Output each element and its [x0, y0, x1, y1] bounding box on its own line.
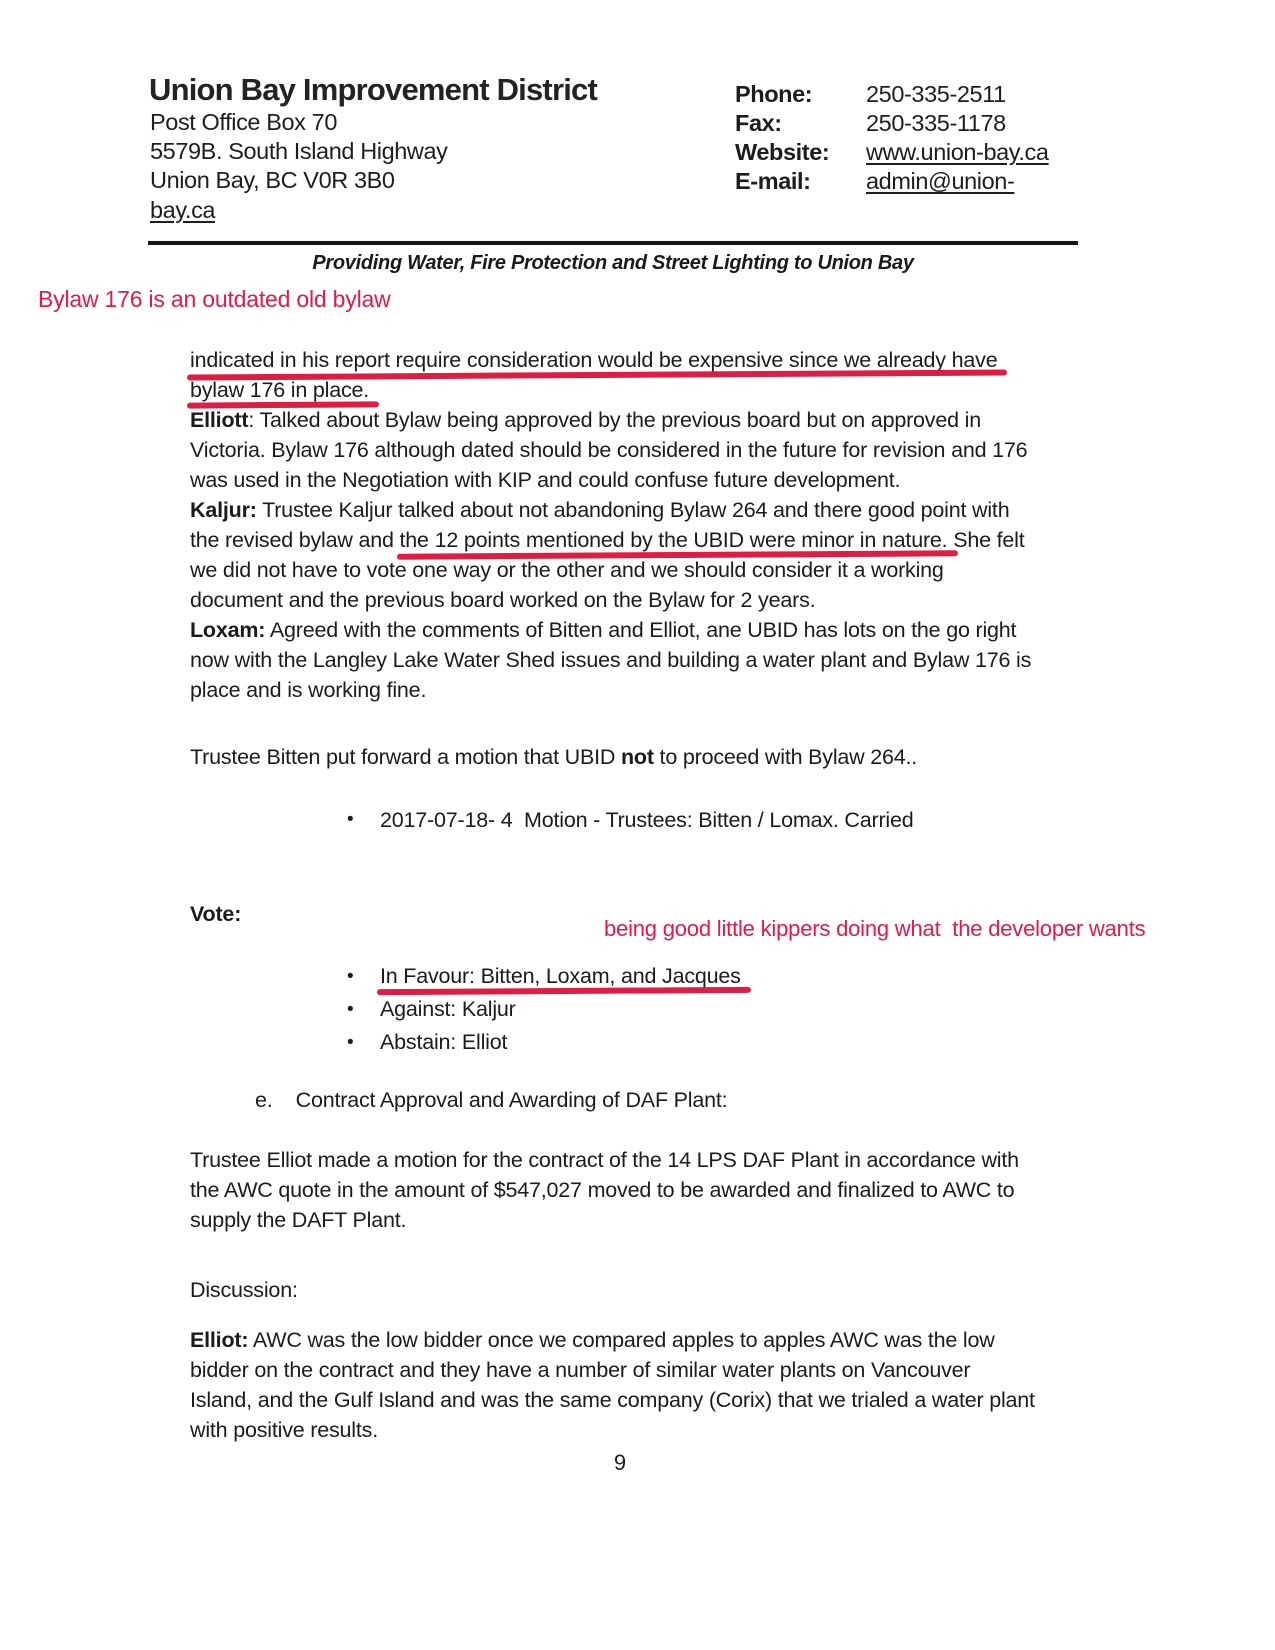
phone-label: Phone: — [735, 81, 813, 107]
contact-values — [866, 80, 1049, 196]
text-line — [190, 675, 1090, 705]
text-segment: Trustee Kaljur talked about not abandoning Bylaw 264 and there good point with — [256, 498, 1010, 522]
text-segment: to proceed with Bylaw 264.. — [653, 745, 918, 769]
text-line — [190, 405, 1090, 435]
org-name: Union Bay Improvement District — [149, 72, 597, 107]
red-underlined-text: bylaw 176 in place. — [190, 378, 370, 402]
text-segment: the revised bylaw and — [190, 528, 400, 552]
body-column — [190, 345, 1090, 1445]
address-line: Union Bay, BC V0R 3B0 — [150, 167, 395, 193]
text-line — [190, 435, 1090, 465]
text-line — [190, 465, 1090, 495]
text-line — [190, 1085, 1090, 1115]
text-segment: supply the DAFT Plant. — [190, 1208, 407, 1232]
text-segment: 2017-07-18- 4 Motion - Trustees: Bitten / Lomax. Carried — [380, 808, 914, 832]
page-number: 9 — [613, 1450, 627, 1475]
bullet-item — [190, 805, 1090, 835]
fax-label: Fax: — [735, 110, 782, 136]
text-segment: Loxam: — [190, 618, 266, 642]
text-segment: Discussion: — [190, 1278, 298, 1302]
text-segment: Elliot: — [190, 1328, 249, 1352]
bullet-icon: • — [347, 809, 354, 830]
text-segment: Elliott — [190, 408, 249, 432]
red-underlined-text: indicated in his report require consideration would be expensive since we already have — [190, 348, 998, 372]
contract-motion-paragraph — [190, 1145, 1090, 1235]
text-segment: not — [620, 745, 654, 769]
text-line — [190, 555, 1090, 585]
text-segment: e. Contract Approval and Awarding of DAF Plant: — [255, 1088, 728, 1112]
address-line: 5579B. South Island Highway — [150, 138, 448, 164]
text-line — [190, 615, 1090, 645]
text-line — [190, 1415, 1090, 1445]
bullet-icon: • — [347, 966, 354, 987]
red-annotation-kippers: being good little kippers doing what the developer wants — [604, 916, 1146, 941]
text-segment: was used in the Negotiation with KIP and could confuse future development. — [190, 468, 901, 492]
text-line — [190, 899, 1090, 929]
text-segment: Island, and the Gulf Island and was the same company (Corix) that we trialed a water plant — [190, 1388, 1035, 1412]
org-address-block — [150, 108, 448, 195]
text-segment: Victoria. Bylaw 176 although dated should be considered in the future for revision and 176 — [190, 438, 1028, 462]
text-line — [190, 345, 1090, 375]
text-line — [190, 1325, 1090, 1355]
text-segment: Vote: — [190, 902, 242, 926]
horizontal-rule — [148, 241, 1078, 245]
text-line — [190, 1175, 1090, 1205]
text-line — [190, 1275, 1090, 1305]
address-line: Post Office Box 70 — [150, 109, 337, 135]
bullet-icon: • — [347, 999, 354, 1020]
text-segment: AWC was the low bidder once we compared apples to apples AWC was the low — [248, 1328, 995, 1352]
red-underlined-text: In Favour: Bitten, Loxam, and Jacques — [380, 964, 741, 988]
text-segment: place and is working fine. — [190, 678, 427, 702]
contact-labels — [735, 80, 829, 196]
text-line — [190, 585, 1090, 615]
red-underlined-text: the 12 points mentioned by the UBID were minor in nature. — [399, 528, 948, 552]
text-segment: Trustee Bitten put forward a motion that UBID — [190, 745, 621, 769]
tagline: Providing Water, Fire Protection and Street Lighting to Union Bay — [312, 252, 914, 274]
text-segment: with positive results. — [190, 1418, 378, 1442]
text-line — [190, 1205, 1090, 1235]
vote-bullets — [190, 960, 1090, 1059]
kaljur-paragraph — [190, 495, 1090, 615]
website-value: www.union-bay.ca — [866, 139, 1049, 165]
red-annotation-bylaw-176: Bylaw 176 is an outdated old bylaw — [38, 286, 391, 312]
text-segment: Against: Kaljur — [380, 997, 516, 1021]
text-line — [190, 645, 1090, 675]
text-segment: the AWC quote in the amount of $547,027 moved to be awarded and finalized to AWC to — [190, 1178, 1015, 1202]
text-segment: now with the Langley Lake Water Shed issues and building a water plant and Bylaw 176 is — [190, 648, 1032, 672]
text-line — [190, 1355, 1090, 1385]
text-segment: Trustee Elliot made a motion for the contract of the 14 LPS DAF Plant in accordance with — [190, 1148, 1019, 1172]
bullet-item — [190, 960, 1090, 993]
fax-value: 250-335-1178 — [866, 110, 1006, 136]
text-segment: Kaljur: — [190, 498, 257, 522]
text-line — [190, 375, 1090, 405]
email-label: E-mail: — [735, 168, 811, 194]
bullet-item — [190, 993, 1090, 1026]
text-line — [190, 525, 1090, 555]
email-value: admin@union- — [866, 168, 1015, 194]
text-line — [190, 1385, 1090, 1415]
email-wrap-text: bay.ca — [150, 197, 216, 223]
opening-paragraph — [190, 345, 1090, 405]
website-label: Website: — [735, 139, 830, 165]
loxam-paragraph — [190, 615, 1090, 705]
elliot-discussion-paragraph — [190, 1325, 1090, 1445]
text-segment: bidder on the contract and they have a number of similar water plants on Vancouver — [190, 1358, 971, 1382]
text-segment: Agreed with the comments of Bitten and Elliot, ane UBID has lots on the go right — [265, 618, 1017, 642]
vote-heading — [190, 899, 1090, 929]
motion-paragraph — [190, 742, 1090, 772]
text-segment: we did not have to vote one way or the other and we should consider it a working — [190, 558, 944, 582]
text-segment: : Talked about Bylaw being approved by the previous board but on approved in — [248, 408, 981, 432]
text-line — [190, 495, 1090, 525]
motion-record-bullet — [190, 805, 1090, 835]
text-segment: She felt — [947, 528, 1025, 552]
bullet-item — [190, 1026, 1090, 1059]
agenda-item-e — [190, 1085, 1090, 1115]
discussion-heading — [190, 1275, 1090, 1305]
phone-value: 250-335-2511 — [866, 81, 1006, 107]
text-line — [190, 1145, 1090, 1175]
text-segment: document and the previous board worked on the Bylaw for 2 years. — [190, 588, 816, 612]
bullet-icon: • — [347, 1032, 354, 1053]
elliott-paragraph — [190, 405, 1090, 495]
text-line — [190, 742, 1090, 772]
text-segment: Abstain: Elliot — [380, 1030, 508, 1054]
